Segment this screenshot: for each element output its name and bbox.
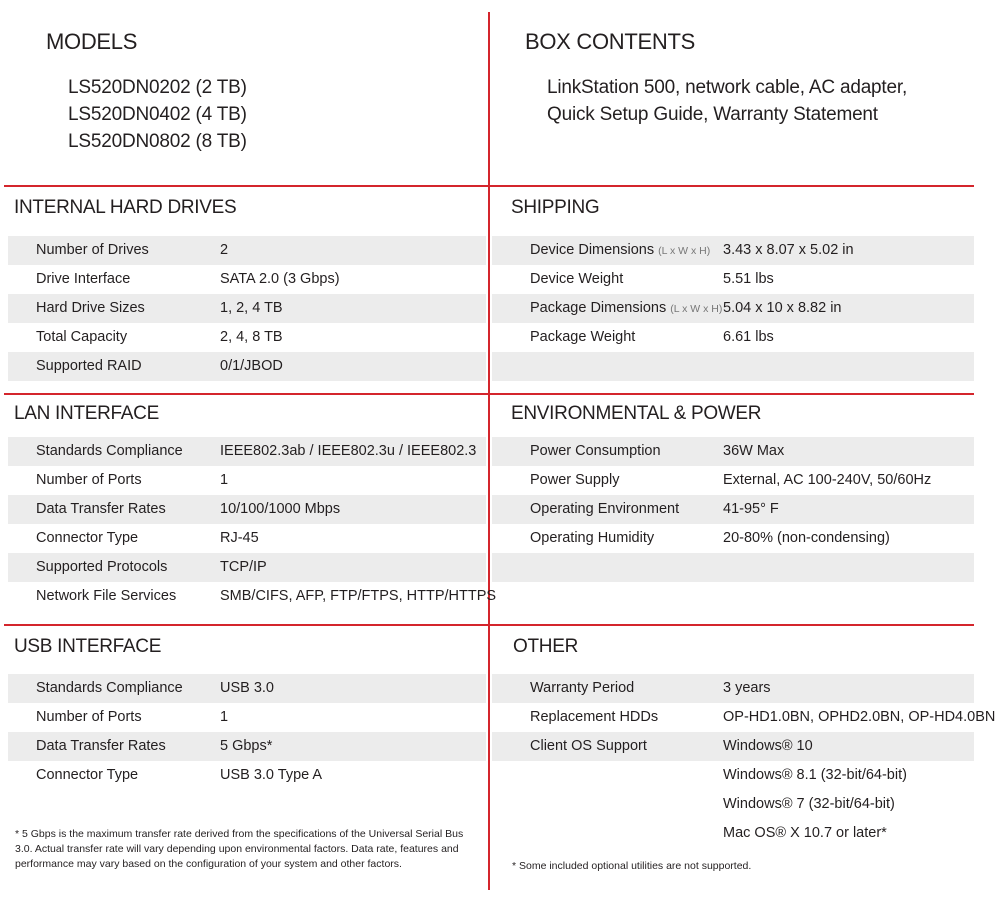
spec-row bbox=[492, 265, 974, 294]
lan-interface-title: LAN INTERFACE bbox=[14, 403, 159, 424]
spec-value: 5 Gbps* bbox=[220, 738, 273, 754]
spec-label: Total Capacity bbox=[36, 329, 128, 345]
spec-row-empty bbox=[492, 553, 974, 582]
spec-value: 5.51 lbs bbox=[723, 271, 774, 287]
spec-value: USB 3.0 Type A bbox=[220, 767, 323, 783]
spec-row bbox=[8, 703, 486, 732]
spec-value: 1, 2, 4 TB bbox=[220, 300, 283, 316]
box-contents-line: LinkStation 500, network cable, AC adapter, bbox=[547, 77, 908, 98]
divider-3 bbox=[4, 624, 974, 626]
spec-label: Package Dimensions bbox=[530, 300, 667, 316]
shipping-table bbox=[492, 236, 974, 381]
spec-value: TCP/IP bbox=[220, 559, 267, 575]
other-table bbox=[492, 674, 996, 848]
spec-row bbox=[8, 352, 486, 381]
spec-value: Windows® 10 bbox=[723, 738, 813, 754]
spec-row bbox=[8, 582, 497, 611]
models-list bbox=[68, 74, 247, 155]
spec-unit: (L x W x H) bbox=[670, 303, 723, 315]
spec-row bbox=[492, 294, 974, 323]
spec-row bbox=[492, 437, 974, 466]
spec-value: RJ-45 bbox=[220, 530, 259, 546]
spec-value: 0/1/JBOD bbox=[220, 358, 283, 374]
spec-row bbox=[8, 294, 486, 323]
models-title: MODELS bbox=[46, 29, 138, 54]
spec-value: 36W Max bbox=[723, 443, 785, 459]
spec-label: Network File Services bbox=[36, 588, 177, 604]
spec-value: 41-95° F bbox=[723, 501, 779, 517]
spec-label: Client OS Support bbox=[530, 738, 647, 754]
internal-hard-drives-title: INTERNAL HARD DRIVES bbox=[14, 197, 237, 218]
spec-value: 1 bbox=[220, 472, 229, 488]
other-footnote: * Some included optional utilities are not supported. bbox=[512, 860, 752, 872]
shipping-title: SHIPPING bbox=[511, 197, 600, 218]
spec-value: 5.04 x 10 x 8.82 in bbox=[723, 300, 842, 316]
spec-row bbox=[492, 236, 974, 265]
spec-label: Drive Interface bbox=[36, 271, 131, 287]
spec-row bbox=[492, 732, 974, 761]
spec-label: Standards Compliance bbox=[36, 443, 183, 459]
spec-value: 20-80% (non-condensing) bbox=[723, 530, 890, 546]
spec-label: Device Dimensions bbox=[530, 242, 655, 258]
spec-value: Windows® 7 (32-bit/64-bit) bbox=[723, 796, 895, 812]
lan-interface-table bbox=[8, 437, 497, 611]
spec-row bbox=[492, 466, 974, 495]
spec-row bbox=[8, 674, 486, 703]
spec-row bbox=[492, 703, 996, 732]
spec-row bbox=[492, 495, 974, 524]
spec-label: Number of Drives bbox=[36, 242, 149, 258]
spec-row bbox=[8, 466, 486, 495]
spec-value: 6.61 lbs bbox=[723, 329, 774, 345]
spec-row bbox=[8, 265, 486, 294]
spec-label: Data Transfer Rates bbox=[36, 738, 166, 754]
center-divider bbox=[488, 12, 490, 890]
box-contents-line: Quick Setup Guide, Warranty Statement bbox=[547, 104, 878, 125]
spec-value: Mac OS® X 10.7 or later* bbox=[723, 825, 887, 841]
other-title: OTHER bbox=[513, 636, 579, 657]
spec-label: Device Weight bbox=[530, 271, 624, 287]
spec-label: Power Supply bbox=[530, 472, 620, 488]
spec-value: 2 bbox=[220, 242, 229, 258]
usb-interface-title: USB INTERFACE bbox=[14, 636, 162, 657]
spec-value: IEEE802.3ab / IEEE802.3u / IEEE802.3 bbox=[220, 443, 477, 459]
box-contents-text bbox=[547, 74, 907, 128]
spec-label: Standards Compliance bbox=[36, 680, 183, 696]
spec-label: Package Weight bbox=[530, 329, 636, 345]
spec-value: 3 years bbox=[723, 680, 771, 696]
spec-label: Supported Protocols bbox=[36, 559, 168, 575]
spec-row bbox=[492, 790, 974, 819]
spec-value: Windows® 8.1 (32-bit/64-bit) bbox=[723, 767, 907, 783]
spec-label: Connector Type bbox=[36, 767, 139, 783]
spec-label: Replacement HDDs bbox=[530, 709, 659, 725]
model-item: LS520DN0402 (4 TB) bbox=[68, 104, 247, 125]
spec-row bbox=[8, 524, 486, 553]
environmental-power-title: ENVIRONMENTAL & POWER bbox=[511, 403, 762, 424]
spec-row bbox=[8, 553, 486, 582]
spec-value: SMB/CIFS, AFP, FTP/FTPS, HTTP/HTTPS bbox=[220, 588, 497, 604]
spec-row-empty bbox=[492, 352, 974, 381]
spec-row bbox=[492, 761, 974, 790]
spec-row bbox=[8, 495, 486, 524]
spec-label: Number of Ports bbox=[36, 472, 142, 488]
spec-row bbox=[8, 323, 486, 352]
spec-row bbox=[8, 236, 486, 265]
spec-value: 10/100/1000 Mbps bbox=[220, 501, 341, 517]
box-contents-title: BOX CONTENTS bbox=[525, 29, 695, 54]
usb-footnote: * 5 Gbps is the maximum transfer rate derived from the specifications of the Universal Serial Bus 3.0. Actual transfer rate will vary depending upon environmental factors. Data rate, features and performance may vary based on the configuration of your system and other factors. bbox=[15, 828, 464, 870]
spec-label: Operating Environment bbox=[530, 501, 680, 517]
spec-row bbox=[8, 437, 486, 466]
spec-label: Operating Humidity bbox=[530, 530, 655, 546]
spec-label: Number of Ports bbox=[36, 709, 142, 725]
spec-row bbox=[8, 761, 486, 790]
model-item: LS520DN0202 (2 TB) bbox=[68, 77, 247, 98]
spec-value: 1 bbox=[220, 709, 229, 725]
spec-label: Supported RAID bbox=[36, 358, 142, 374]
divider-1 bbox=[4, 185, 974, 187]
spec-value: External, AC 100-240V, 50/60Hz bbox=[723, 472, 932, 488]
spec-label: Data Transfer Rates bbox=[36, 501, 166, 517]
spec-value: 3.43 x 8.07 x 5.02 in bbox=[723, 242, 854, 258]
spec-label: Power Consumption bbox=[530, 443, 661, 459]
usb-interface-table bbox=[8, 674, 486, 790]
spec-value: 2, 4, 8 TB bbox=[220, 329, 283, 345]
spec-value: OP-HD1.0BN, OPHD2.0BN, OP-HD4.0BN bbox=[723, 709, 996, 725]
spec-label: Connector Type bbox=[36, 530, 139, 546]
spec-label: Warranty Period bbox=[530, 680, 635, 696]
spec-row bbox=[492, 674, 974, 703]
internal-hard-drives-table bbox=[8, 236, 486, 381]
spec-row bbox=[8, 732, 486, 761]
spec-row bbox=[492, 323, 974, 352]
spec-unit: (L x W x H) bbox=[658, 245, 711, 257]
divider-2 bbox=[4, 393, 974, 395]
model-item: LS520DN0802 (8 TB) bbox=[68, 131, 247, 152]
spec-row bbox=[492, 524, 974, 553]
spec-label: Hard Drive Sizes bbox=[36, 300, 145, 316]
environmental-power-table bbox=[492, 437, 974, 582]
spec-row bbox=[492, 819, 974, 848]
spec-value: SATA 2.0 (3 Gbps) bbox=[220, 271, 340, 287]
spec-value: USB 3.0 bbox=[220, 680, 274, 696]
